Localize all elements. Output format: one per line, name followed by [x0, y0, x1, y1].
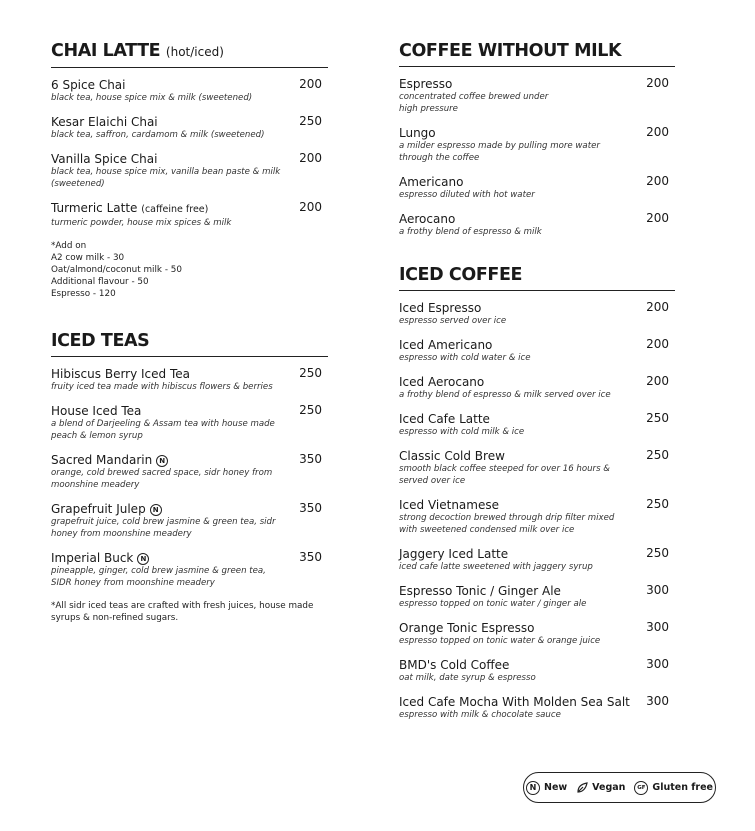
- menu-item: [399, 412, 675, 438]
- item-price: 350: [299, 501, 322, 515]
- item-desc: black tea, saffron, cardamom & milk (sweetened): [51, 130, 265, 140]
- legend-new: [526, 781, 567, 795]
- item-price: 250: [299, 403, 322, 417]
- item-name: Iced Cafe Mocha With Molden Sea Salt: [399, 695, 630, 709]
- legend-new-label: New: [544, 782, 568, 793]
- coffee-without-milk-list: [399, 67, 675, 238]
- menu-item: [51, 551, 328, 589]
- menu-item: [399, 301, 675, 327]
- menu-item: [399, 375, 675, 401]
- item-desc: a frothy blend of espresso & milk served over ice: [399, 390, 611, 400]
- item-name: Vanilla Spice Chai: [51, 152, 158, 166]
- item-name: Imperial Buck N: [51, 551, 288, 565]
- item-name: Turmeric Latte (caffeine free): [51, 201, 209, 215]
- item-name: Classic Cold Brew: [399, 449, 505, 463]
- item-price: 250: [646, 411, 669, 425]
- menu-item: [51, 78, 328, 104]
- item-name: Espresso: [399, 77, 453, 91]
- menu-item: [51, 404, 328, 442]
- item-desc: a frothy blend of espresso & milk: [399, 227, 542, 237]
- item-desc: smooth black coffee steeped for over 16 hours & served over ice: [399, 464, 611, 486]
- item-price: 200: [646, 374, 669, 388]
- item-name: Sacred Mandarin N: [51, 453, 288, 467]
- item-name: Aerocano: [399, 212, 456, 226]
- menu-item: [51, 152, 328, 190]
- item-desc: espresso topped on tonic water & orange juice: [399, 636, 601, 646]
- new-icon: N: [137, 553, 149, 565]
- chai-list: [51, 68, 328, 300]
- item-desc: espresso topped on tonic water / ginger ale: [399, 599, 587, 609]
- menu-item: [399, 547, 675, 573]
- new-icon: N: [156, 455, 168, 467]
- menu-item: [399, 175, 675, 201]
- item-name: Hibiscus Berry Iced Tea: [51, 367, 190, 381]
- legend-vegan-label: Vegan: [592, 782, 626, 793]
- item-price: 200: [299, 200, 322, 214]
- dietary-legend: [523, 772, 716, 803]
- section-title-chai: CHAI LATTE (hot/iced): [51, 40, 328, 68]
- menu-item: [399, 126, 675, 164]
- section-title-iced-teas: ICED TEAS: [51, 330, 328, 357]
- item-price: 200: [646, 125, 669, 139]
- item-name: Grapefruit Julep N: [51, 502, 288, 516]
- item-desc: espresso with cold milk & ice: [399, 427, 525, 437]
- item-name: Orange Tonic Espresso: [399, 621, 535, 635]
- item-desc: black tea, house spice mix, vanilla bean paste & milk (sweetened): [51, 167, 281, 189]
- item-price: 200: [646, 174, 669, 188]
- item-desc: concentrated coffee brewed under high pressure: [399, 92, 549, 114]
- item-price: 250: [646, 546, 669, 560]
- item-name: House Iced Tea: [51, 404, 142, 418]
- gluten-free-icon: GF: [634, 781, 648, 795]
- item-price: 350: [299, 452, 322, 466]
- menu-item: [399, 212, 675, 238]
- menu-item: [399, 695, 675, 721]
- legend-gluten-free: [634, 781, 713, 795]
- item-price: 200: [646, 211, 669, 225]
- new-icon: N: [526, 781, 540, 795]
- item-name: 6 Spice Chai: [51, 78, 126, 92]
- item-desc: espresso with cold water & ice: [399, 353, 531, 363]
- item-desc: espresso with milk & chocolate sauce: [399, 710, 561, 720]
- item-price: 200: [646, 76, 669, 90]
- item-price: 300: [646, 657, 669, 671]
- menu-item: [399, 584, 675, 610]
- item-name: Iced Cafe Latte: [399, 412, 490, 426]
- item-name: BMD's Cold Coffee: [399, 658, 510, 672]
- menu-item: [399, 498, 675, 536]
- item-name: Iced Vietnamese: [399, 498, 499, 512]
- item-desc: a milder espresso made by pulling more water through the coffee: [399, 141, 600, 163]
- item-desc: espresso served over ice: [399, 316, 507, 326]
- item-name: Jaggery Iced Latte: [399, 547, 509, 561]
- item-desc: iced cafe latte sweetened with jaggery syrup: [399, 562, 593, 572]
- menu-item: [399, 338, 675, 364]
- item-price: 200: [299, 77, 322, 91]
- menu-item: [399, 658, 675, 684]
- item-price: 350: [299, 550, 322, 564]
- item-name: Kesar Elaichi Chai: [51, 115, 158, 129]
- item-price: 250: [646, 497, 669, 511]
- section-title-iced-coffee: ICED COFFEE: [399, 264, 675, 291]
- chai-subtitle: (hot/iced): [165, 45, 224, 59]
- item-price: 250: [299, 366, 322, 380]
- iced-coffee-list: [399, 291, 675, 721]
- item-name: Iced Americano: [399, 338, 493, 352]
- menu-item: [399, 77, 675, 115]
- menu-item: [51, 453, 328, 491]
- item-desc: espresso diluted with hot water: [399, 190, 535, 200]
- item-desc: pineapple, ginger, cold brew jasmine & green tea, SIDR honey from moonshine meadery: [51, 566, 266, 588]
- left-column: [51, 40, 328, 624]
- leaf-icon: [576, 782, 588, 794]
- menu-item: [51, 115, 328, 141]
- menu-item: [51, 502, 328, 540]
- item-price: 250: [299, 114, 322, 128]
- iced-teas-footnote: *All sidr iced teas are crafted with fresh juices, house made syrups & non-refined sugars.: [51, 601, 314, 623]
- item-price: 300: [646, 583, 669, 597]
- item-desc: grapefruit juice, cold brew jasmine & green tea, sidr honey from moonshine meadery: [51, 517, 276, 539]
- item-name: Iced Aerocano: [399, 375, 485, 389]
- item-price: 300: [646, 620, 669, 634]
- item-name: Americano: [399, 175, 464, 189]
- section-title-coffee-without-milk: COFFEE WITHOUT MILK: [399, 40, 675, 67]
- item-desc: fruity iced tea made with hibiscus flowers & berries: [51, 382, 273, 392]
- item-desc: oat milk, date syrup & espresso: [399, 673, 536, 683]
- menu-item: [399, 621, 675, 647]
- menu-item: [51, 201, 328, 229]
- item-desc: strong decoction brewed through drip filter mixed with sweetened condensed milk over ice: [399, 513, 615, 535]
- item-name: Espresso Tonic / Ginger Ale: [399, 584, 561, 598]
- item-note: (caffeine free): [141, 204, 209, 215]
- legend-vegan: [576, 782, 625, 794]
- item-name: Lungo: [399, 126, 436, 140]
- item-price: 250: [646, 448, 669, 462]
- right-column: [399, 40, 675, 732]
- item-name: Iced Espresso: [399, 301, 482, 315]
- item-price: 200: [646, 337, 669, 351]
- item-price: 300: [646, 694, 669, 708]
- menu-item: [51, 367, 328, 393]
- item-price: 200: [646, 300, 669, 314]
- addon-note: *Add on A2 cow milk - 30 Oat/almond/coconut milk - 50 Additional flavour - 50 Espresso - 120: [51, 241, 182, 299]
- legend-gluten-label: Gluten free: [652, 782, 713, 793]
- item-desc: black tea, house spice mix & milk (sweetened): [51, 93, 253, 103]
- item-price: 200: [299, 151, 322, 165]
- iced-teas-list: [51, 357, 328, 624]
- new-icon: N: [150, 504, 162, 516]
- menu-item: [399, 449, 675, 487]
- item-desc: a blend of Darjeeling & Assam tea with house made peach & lemon syrup: [51, 419, 275, 441]
- item-desc: orange, cold brewed sacred space, sidr honey from moonshine meadery: [51, 468, 273, 490]
- item-desc: turmeric powder, house mix spices & milk: [51, 218, 232, 228]
